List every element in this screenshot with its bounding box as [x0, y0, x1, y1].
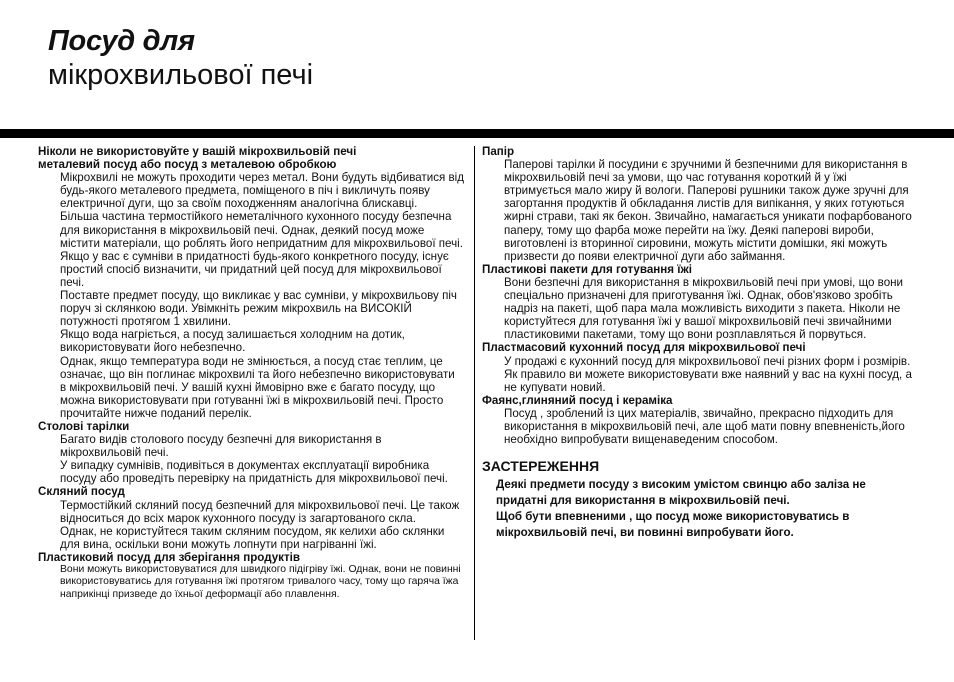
section-heading: Пластиковий посуд для зберігання продуктів [38, 550, 301, 564]
paragraph: Якщо вода нагріється, а посуд залишається холодним на дотик, використовувати його небезпечно. [60, 328, 405, 355]
warning-line: Щоб бути впевненими , що посуд може використовуватись в мікрохвильовій печі, ви повинні випробувати його. [496, 510, 850, 540]
paragraph: Посуд , зроблений із цих матеріалів, звичайно, прекрасно підходить для використання в мікрохвильовій печі, але щоб мати повну впевненість,його необхідно випробувати вищенаведеним способом. [504, 406, 905, 447]
right-column [482, 145, 914, 541]
left-column [38, 145, 464, 601]
paragraph: Однак, якщо температура води не змінюється, а посуд стає теплим, це означає, що він поглинає мікрохвилі та його небезпечно використовувати в мікрохвильовій печі. У вашій кухні ймовірно вже є багато посуду, що можна використовувати при готуванні їжі в мікрохвильовій печі. Просто прочитайте нижче поданий перелік. [60, 354, 455, 420]
page-header [48, 24, 313, 92]
section-heading: Фаянс,глиняний посуд і кераміка [482, 393, 673, 407]
section-heading: Пластмасовий кухонний посуд для мікрохвильової печі [482, 341, 806, 355]
paragraph: Термостійкий скляний посуд безпечний для мікрохвильової печі. Це також відноситься до всіх марок кухонного посуду із загартованого скла. [60, 498, 460, 525]
section-heading: металевий посуд або посуд з металевою обробкою [38, 158, 337, 172]
paragraph: Багато видів столового посуду безпечні для використання в мікрохвильовій печі. [60, 433, 382, 460]
paragraph: У випадку сумнівів, подивіться в документах експлуатації виробника посуду або проведіть перевірку на придатність для мікрохвильової печі. [60, 459, 448, 486]
paragraph: Вони можуть використовуватися для швидкого підігріву їжі. Однак, вони не повинні використовуватись для готування їжі протягом тривалого часу, тому що гаряча їжа наприкінці призведе до їхньої деформації або плавлення. [60, 564, 461, 600]
section-heading: Пластикові пакети для готування їжі [482, 262, 692, 276]
right-column-body [482, 145, 914, 446]
paragraph: Поставте предмет посуду, що викликає у вас сумніви, у мікрохвильову піч поруч зі склянкою води. Увімкніть режим мікрохвиль на ВИСОКІЙ потужності протягом 1 хвилини. [60, 289, 457, 329]
page-subtitle: мікрохвильової печі [48, 59, 314, 91]
section-heading: Папір [482, 145, 515, 158]
paragraph: Мікрохвилі не можуть проходити через метал. Вони будуть відбиватися від будь-якого металевого предмета, поміщеного в піч і викличуть появу електричної дуги, що за своїм походженням аналогічна блискавці. [60, 171, 464, 211]
page-title: Посуд для [48, 25, 195, 57]
section-heading: Скляний посуд [38, 485, 125, 499]
warning-line: Деякі предмети посуду з високим умістом свинцю або заліза не придатні для використання в мікрохвильовій печі. [496, 478, 866, 508]
paragraph: Однак, не користуйтеся таким скляним посудом, як келихи або склянки для вина, оскільки вони можуть лопнути при нагріванні їжі. [60, 524, 445, 551]
header-rule [0, 129, 954, 138]
paragraph: Паперові тарілки й посудини є зручними й безпечними для використання в мікрохвильовій печі за умови, що час готування короткий й у їжі втримується мало жиру й вологи. Паперові рушники також дуже зручні для загортання продуктів й обкладання листів для випікання, у яких готуються жирні страви, такі як бекон. Звичайно, намагається уникати пофарбованого паперу, тому що фарба може перейти на їжу. Деякі паперові вироби, виготовлені із вторинної сировини, можуть містити домішки, які можуть призвести до появи електричної дуги або займання. [504, 158, 912, 263]
section-heading: Столові тарілки [38, 419, 130, 433]
column-divider [474, 146, 475, 640]
paragraph: Вони безпечні для використання в мікрохвильовій печі при умові, що вони спеціально призначені для приготування їжі. Однак, обов'язково зробіть надріз на пакеті, щоб пара мала можливість виходити з пакета. Ніколи не користуйтеся для готування їжі у вашої мікрохвильовій печі звичайними пластиковими пакетами, тому що вони розплавляться й порвуться. [504, 275, 904, 342]
paragraph: Більша частина термостійкого неметалічного кухонного посуду безпечна для використання в мікрохвильовій печі. Однак, деякий посуд може містити матеріали, що роблять його непридатним для мікрохвильової печі. Якщо у вас є сумніви в придатності будь-якого конкретного посуду, існує простий спосіб визначити, чи придатний цей посуд для мікрохвильової печі. [60, 210, 463, 289]
paragraph: У продажі є кухонний посуд для мікрохвильової печі різних форм і розмірів. Як правило ви можете використовувати вже наявний у вас на кухні посуд, а не купувати новий. [504, 354, 912, 394]
warning-heading: ЗАСТЕРЕЖЕННЯ [482, 458, 600, 475]
section-heading: Ніколи не використовуйте у вашій мікрохвильовій печі [38, 145, 357, 158]
